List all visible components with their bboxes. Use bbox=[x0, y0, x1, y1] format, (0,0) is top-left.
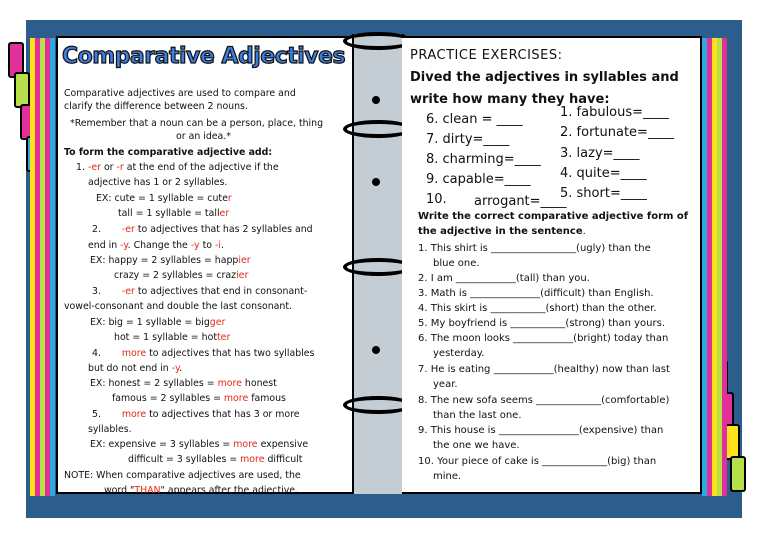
syllable-item: 2. fortunate=____ bbox=[560, 125, 674, 140]
rule-3: 3. -er to adjectives that end in consonant- bbox=[92, 286, 308, 297]
sentence-instructions: Write the correct comparative adjective form of bbox=[418, 211, 689, 222]
sentence-item: blue one. bbox=[433, 258, 480, 269]
syllable-item: 1. fabulous=____ bbox=[560, 105, 670, 120]
example: hot = 1 syllable = hotter bbox=[114, 332, 231, 343]
practice-heading: PRACTICE EXERCISES: bbox=[410, 48, 563, 63]
sentence-item: year. bbox=[433, 379, 458, 390]
syllable-item: 3. lazy=____ bbox=[560, 146, 640, 161]
rule-5-cont: syllables. bbox=[88, 424, 132, 435]
sentence-item: 2. I am ____________(tall) than you. bbox=[418, 273, 590, 284]
rule-4-cont: but do not end in -y. bbox=[88, 363, 183, 374]
remember-note: or an idea.* bbox=[176, 131, 231, 142]
syllable-item: 6. clean = ____ bbox=[426, 112, 523, 127]
note: word "THAN" appears after the adjective. bbox=[104, 485, 299, 494]
rule-2: 2. -er to adjectives that has 2 syllables and bbox=[92, 224, 313, 235]
binder-hole bbox=[372, 178, 380, 186]
sentence-item: 10. Your piece of cake is _____________(big) than bbox=[418, 456, 657, 467]
sentence-item: mine. bbox=[433, 471, 462, 482]
page-edge-strip bbox=[722, 38, 727, 496]
note: NOTE: When comparative adjectives are used, the bbox=[64, 470, 301, 481]
example: famous = 2 syllables = more famous bbox=[112, 393, 286, 404]
rule-heading: To form the comparative adjective add: bbox=[64, 147, 273, 158]
syllable-item: 7. dirty=____ bbox=[426, 132, 510, 147]
binder-hole bbox=[372, 96, 380, 104]
tab-left-2[interactable] bbox=[14, 72, 30, 108]
example: EX: honest = 2 syllables = more honest bbox=[90, 378, 277, 389]
page-title: Comparative Adjectives bbox=[62, 44, 346, 69]
rule-1-cont: adjective has 1 or 2 syllables. bbox=[88, 177, 228, 188]
sentence-item: yesterday. bbox=[433, 348, 485, 359]
rule-2-cont: end in -y. Change the -y to -i. bbox=[88, 240, 224, 251]
syllable-item: 9. capable=____ bbox=[426, 172, 531, 187]
exercise-instructions: Dived the adjectives in syllables and bbox=[410, 70, 679, 85]
syllable-item: 10. bbox=[426, 192, 447, 207]
syllable-item: 4. quite=____ bbox=[560, 166, 647, 181]
rule-5: 5. more to adjectives that has 3 or more bbox=[92, 409, 300, 420]
example: EX: expensive = 3 syllables = more expensive bbox=[90, 439, 309, 450]
exercise-instructions: write how many they have: bbox=[410, 92, 610, 107]
sentence-item: the one we have. bbox=[433, 440, 520, 451]
sentence-item: 8. The new sofa seems _____________(comfortable) bbox=[418, 395, 670, 406]
binder-hole bbox=[372, 346, 380, 354]
example: difficult = 3 syllables = more difficult bbox=[128, 454, 303, 465]
example: EX: big = 1 syllable = bigger bbox=[90, 317, 226, 328]
intro-line: clarify the difference between 2 nouns. bbox=[64, 101, 248, 112]
sentence-instructions: the adjective in the sentence. bbox=[418, 226, 586, 237]
sentence-item: 5. My boyfriend is ___________(strong) than yours. bbox=[418, 318, 666, 329]
example: EX: cute = 1 syllable = cuter bbox=[96, 193, 232, 204]
syllable-item: 8. charming=____ bbox=[426, 152, 541, 167]
page-edge-strip bbox=[50, 38, 55, 496]
example: EX: happy = 2 syllables = happier bbox=[90, 255, 251, 266]
remember-note: *Remember that a noun can be a person, place, thing bbox=[70, 118, 324, 129]
rule-1: 1. -er or -r at the end of the adjective if the bbox=[76, 162, 279, 173]
tab-right-5[interactable] bbox=[730, 456, 746, 492]
sentence-item: 3. Math is ______________(difficult) than English. bbox=[418, 288, 654, 299]
rule-4: 4. more to adjectives that has two syllables bbox=[92, 348, 315, 359]
sentence-item: than the last one. bbox=[433, 410, 522, 421]
sentence-item: 7. He is eating ____________(healthy) now than last bbox=[418, 364, 670, 375]
syllable-item: 5. short=____ bbox=[560, 186, 647, 201]
sentence-item: 1. This shirt is _________________(ugly) than the bbox=[418, 243, 651, 254]
sentence-item: 6. The moon looks ____________(bright) today than bbox=[418, 333, 669, 344]
sentence-item: 4. This skirt is ___________(short) than the other. bbox=[418, 303, 657, 314]
intro-line: Comparative adjectives are used to compare and bbox=[64, 88, 296, 99]
example: crazy = 2 syllables = crazier bbox=[114, 270, 249, 281]
example: tall = 1 syllable = taller bbox=[118, 208, 230, 219]
syllable-item: arrogant=____ bbox=[474, 194, 567, 209]
rule-3-cont: vowel-consonant and double the last consonant. bbox=[64, 301, 292, 312]
sentence-item: 9. This house is ________________(expensive) than bbox=[418, 425, 664, 436]
